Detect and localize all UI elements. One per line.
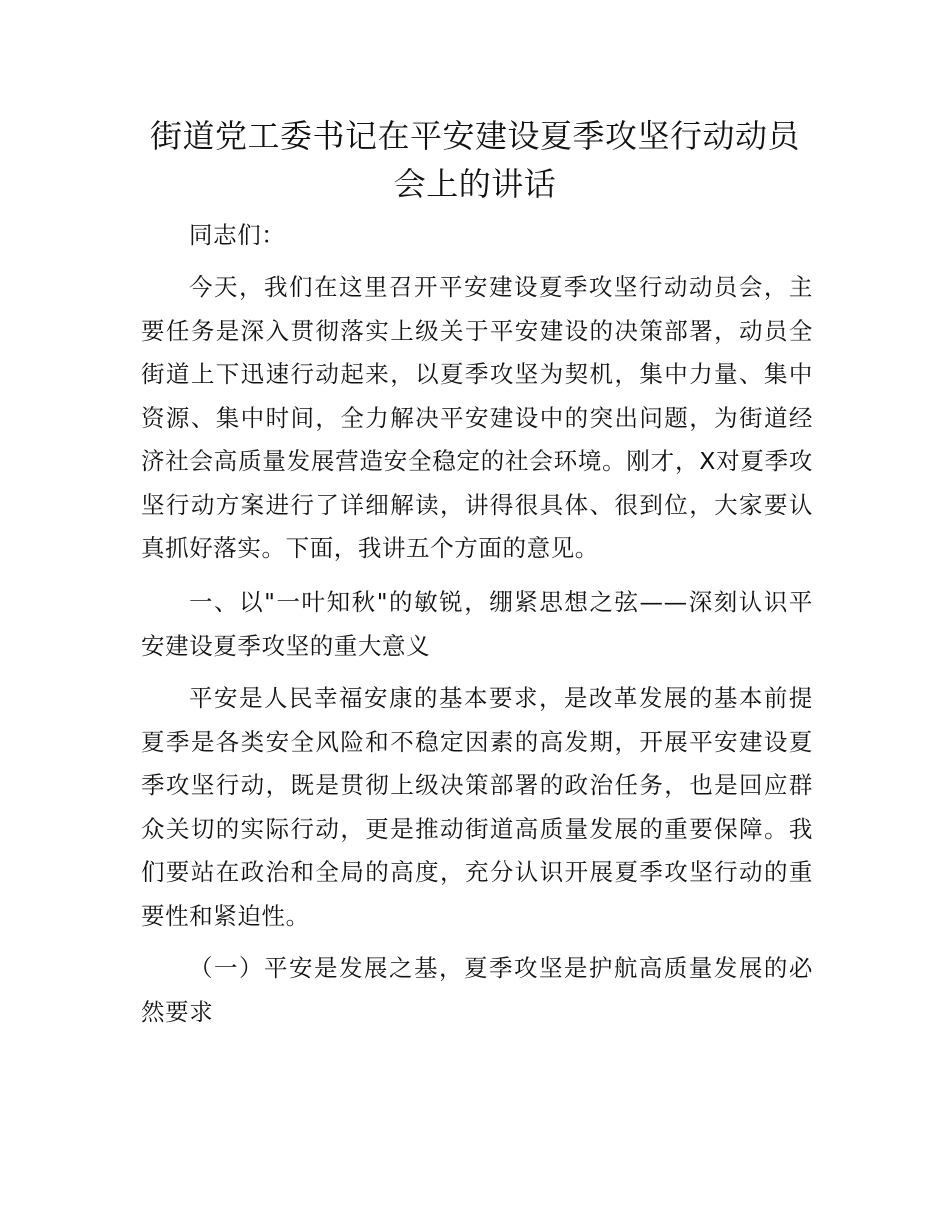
greeting-line: 同志们： <box>189 221 286 249</box>
subheading-one-one: （一）平安是发展之基，夏季攻坚是护航高质量发展的必然要求 <box>141 954 813 1026</box>
paragraph-section-one-body: 平安是人民幸福安康的基本要求，是改革发展的基本前提夏季是各类安全风险和不稳定因素的高发期，开展平安建设夏季攻坚行动，既是贯彻上级决策部署的政治任务，也是回应群众关切的实际行动，更是推动街道高质量发展的重要保障。我们要站在政治和全局的高度，充分认识开展夏季攻坚行动的重要性和紧迫性。 <box>141 684 813 930</box>
paragraph-opening: 今天，我们在这里召开平安建设夏季攻坚行动动员会，主要任务是深入贯彻落实上级关于平安建设的决策部署，动员全街道上下迅速行动起来，以夏季攻坚为契机，集中力量、集中资源、集中时间，全力解决平安建设中的突出问题，为街道经济社会高质量发展营造安全稳定的社会环境。刚才，X对夏季攻坚行动方案进行了详细解读，讲得很具体、很到位，大家要认真抓好落实。下面，我讲五个方面的意见。 <box>141 273 813 562</box>
document-title: 街道党工委书记在平安建设夏季攻坚行动动员会上的讲话 <box>149 117 800 203</box>
section-heading-one: 一、以"一叶知秋"的敏锐，绷紧思想之弦——深刻认识平安建设夏季攻坚的重大意义 <box>141 588 813 660</box>
